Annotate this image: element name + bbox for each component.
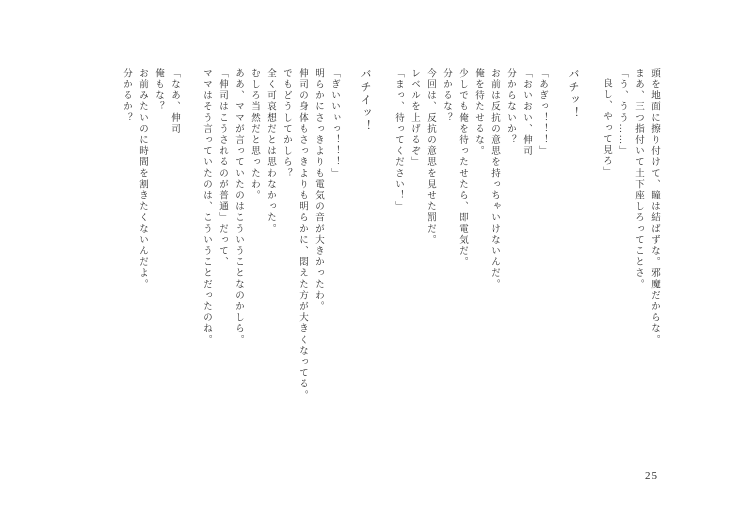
- text-column: 分かるな？: [441, 68, 451, 124]
- text-column: むしろ当然だと思ったわ。: [249, 68, 259, 202]
- text-column: バチイッ！: [359, 68, 371, 133]
- text-column: お前みたいのに時間を割きたくないんだよ。: [137, 68, 147, 290]
- text-column: 「あぎっ！！！」: [537, 68, 547, 157]
- text-column: ああ、ママが言っていたのはこういうことなのかしら。: [233, 68, 243, 346]
- text-column: レベルを上げるぞ」: [409, 68, 419, 168]
- text-column: 伸司の身体もさっきよりも明らかに、悶えた方が大きくなってる。: [297, 68, 307, 401]
- text-column: 「まっ、待ってください！」: [393, 68, 403, 213]
- text-column: お前は反抗の意思を持っちゃいけないんだ。: [489, 68, 499, 290]
- text-column: 俺を待たせるな。: [473, 68, 483, 157]
- text-column: バチッ！: [567, 68, 579, 120]
- text-column: 「う、うう……」: [617, 68, 627, 157]
- text-column: ママはそう言っていたのは、こういうことだったのね。: [201, 68, 211, 346]
- text-column: 今回は、反抗の意思を見せた罰だ。: [425, 68, 435, 246]
- vertical-text-block: [114, 58, 658, 458]
- text-column: 「おいおい、伸司: [521, 68, 531, 157]
- text-column: 全く可哀想だとは思わなかった。: [265, 68, 275, 235]
- text-column: 分かるか？: [121, 68, 131, 124]
- text-column: 頭を地面に擦り付けて、瞳は結ばずな。邪魔だからな。: [649, 68, 659, 346]
- text-column: 「伸司はこうされるのが普通」だって、: [217, 68, 227, 268]
- text-column: まあ、三つ指付いて土下座しろってことさ。: [633, 68, 643, 290]
- text-column: 「ぎいいぃっ！！！」: [329, 68, 339, 179]
- text-column: 少しでも俺を待ったせたら、即電気だ。: [457, 68, 467, 268]
- text-column: 分からないか？: [505, 68, 515, 146]
- text-column: 良し、やって見ろ」: [601, 78, 611, 178]
- text-column: 明らかにさっきよりも電気の音が大きかったわ。: [313, 68, 323, 313]
- text-column: でもどうしてかしら？: [281, 68, 291, 179]
- page-number: 25: [645, 470, 658, 482]
- text-column: 俺もな？: [153, 68, 163, 113]
- text-column: 「なあ、伸司: [169, 68, 179, 135]
